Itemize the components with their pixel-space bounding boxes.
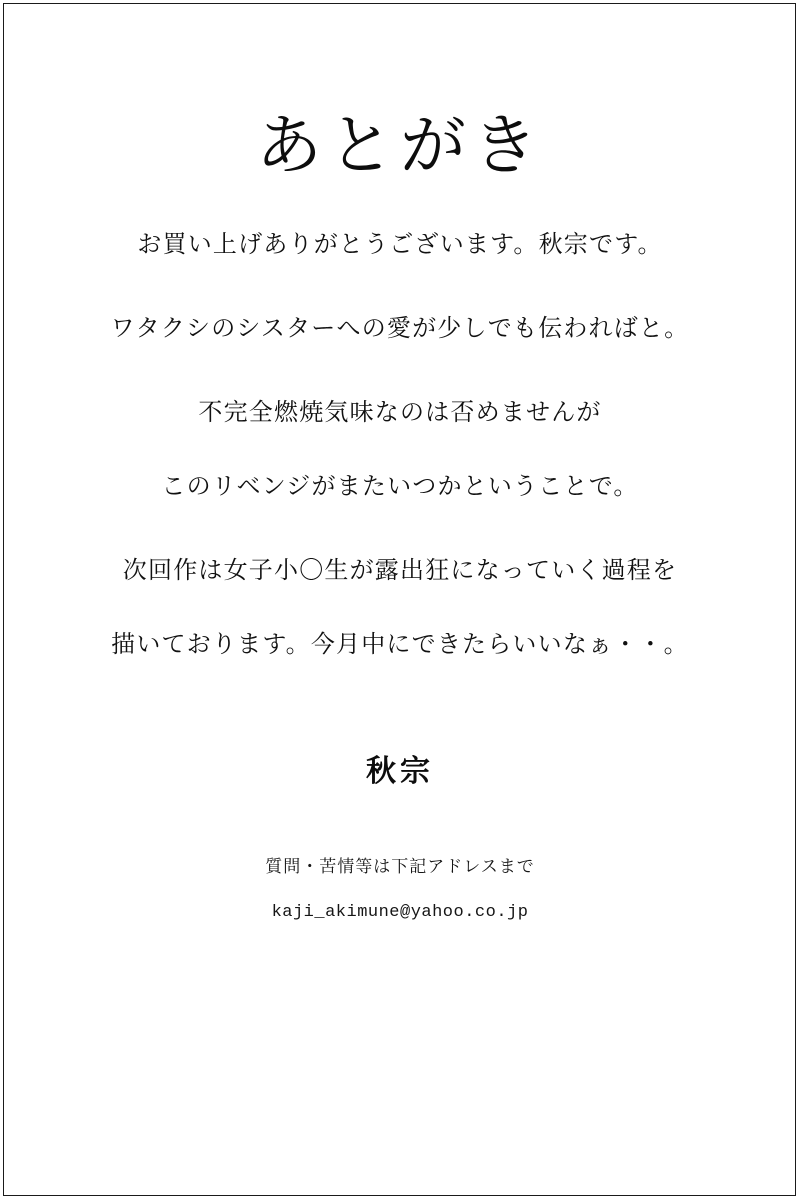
- afterword-paragraph-6: 描いております。今月中にできたらいいなぁ・・。: [111, 631, 689, 658]
- contact-email[interactable]: kaji_akimune@yahoo.co.jp: [271, 903, 529, 922]
- page-title: あとがき: [256, 108, 544, 182]
- contact-footer: [265, 852, 535, 922]
- author-signature: 秋宗: [366, 755, 434, 788]
- afterword-paragraph-1: お買い上げありがとうございます。秋宗です。: [137, 231, 663, 258]
- afterword-body: [40, 230, 760, 710]
- afterword-paragraph-3: 不完全燃焼気味なのは否めませんが: [198, 399, 602, 426]
- afterword-paragraph-2: ワタクシのシスターへの愛が少しでも伝わればと。: [110, 315, 690, 342]
- contact-note: 質問・苦情等は下記アドレスまで: [265, 857, 535, 876]
- afterword-paragraph-4: このリベンジがまたいつかということで。: [161, 473, 639, 500]
- afterword-paragraph-5: 次回作は女子小〇生が露出狂になっていく過程を: [122, 557, 678, 584]
